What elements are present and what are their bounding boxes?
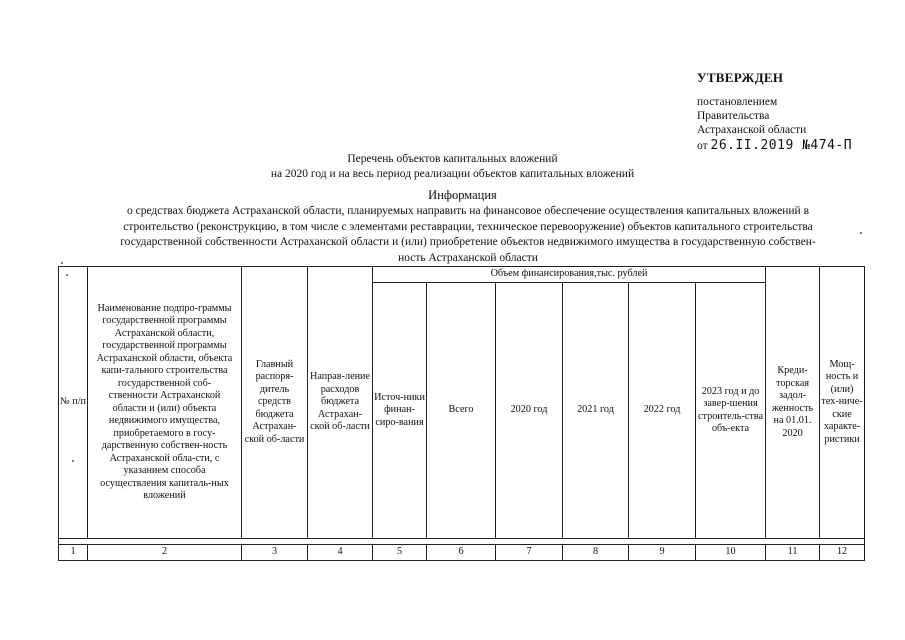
approval-title: УТВЕРЖДЕН [697,70,784,85]
col-header-11: Креди-торская задол-женность на 01.01. 2020 [766,267,820,539]
col-header-8: 2021 год [563,283,629,539]
approval-line-3: Астраханской области [697,124,807,136]
col-header-10: 2023 год и до завер-шения строитель-ства объ-екта [696,283,766,539]
approval-date-handwritten: 26.II.2019 №474-П [710,138,853,153]
col-header-2: Наименование подпро-граммы государственной программы Астраханской области, государственной программы Астраханской области, объекта капи-тального строительства государственной соб-ственности Астраханской области и (или) объекта недвижимого имущества, приобретаемого в госу-дарственную собствен-ность Астраханской обла-сти, с указанием способа осуществления капиталь-ных вложений [88,267,242,539]
col-number: 5 [373,545,427,561]
col-header-7: 2020 год [496,283,563,539]
scan-speck [860,232,862,234]
column-number-row [59,545,865,561]
col-number: 4 [308,545,373,561]
col-number: 12 [820,545,865,561]
info-title: Информация [428,188,497,202]
capital-investments-table [58,266,865,561]
approval-line-1: постановлением [697,96,778,108]
scan-speck [61,262,63,264]
col-header-1: № п/п [59,267,88,539]
financing-group-header: Объем финансирования,тыс. рублей [373,267,766,283]
approval-line-2: Правительства [697,110,770,122]
header-row-1 [59,267,865,283]
info-line-4: ность Астраханской области [398,251,538,264]
info-line-2: строительство (реконструкцию, в том числе с элементами реставрации, техническое перевооружение) объектов капитального строительства [123,220,813,233]
col-number: 3 [242,545,308,561]
col-header-6: Всего [427,283,496,539]
document-title-line-2: на 2020 год и на весь период реализации объектов капитальных вложений [270,168,635,180]
col-header-9: 2022 год [629,283,696,539]
col-header-4: Направ-ление расходов бюджета Астрахан-ской об-ласти [308,267,373,539]
info-line-1: о средствах бюджета Астраханской области, планируемых направить на финансовое обеспечение осуществления капитальных вложений в [126,205,810,217]
col-header-12: Мощ-ность и (или) тех-ниче-ские характе-ристики [820,267,865,539]
col-number: 8 [563,545,629,561]
info-paragraph [78,204,858,266]
approval-date-prefix: от [697,140,708,152]
col-number: 6 [427,545,496,561]
col-number: 7 [496,545,563,561]
col-header-3: Главный распоря-дитель средств бюджета Астрахан-ской об-ласти [242,267,308,539]
info-line-3: государственной собственности Астраханской области и (или) приобретение объектов недвижимого имущества в государственную собствен- [120,236,816,248]
scan-speck [66,274,68,276]
approval-date [697,138,852,153]
document-title-line-1: Перечень объектов капитальных вложений [347,153,558,165]
col-number: 10 [696,545,766,561]
col-number: 11 [766,545,820,561]
scan-speck [72,460,74,462]
col-number: 9 [629,545,696,561]
col-header-5: Источ-ники финан-сиро-вания [373,283,427,539]
col-number: 2 [88,545,242,561]
col-number: 1 [59,545,88,561]
